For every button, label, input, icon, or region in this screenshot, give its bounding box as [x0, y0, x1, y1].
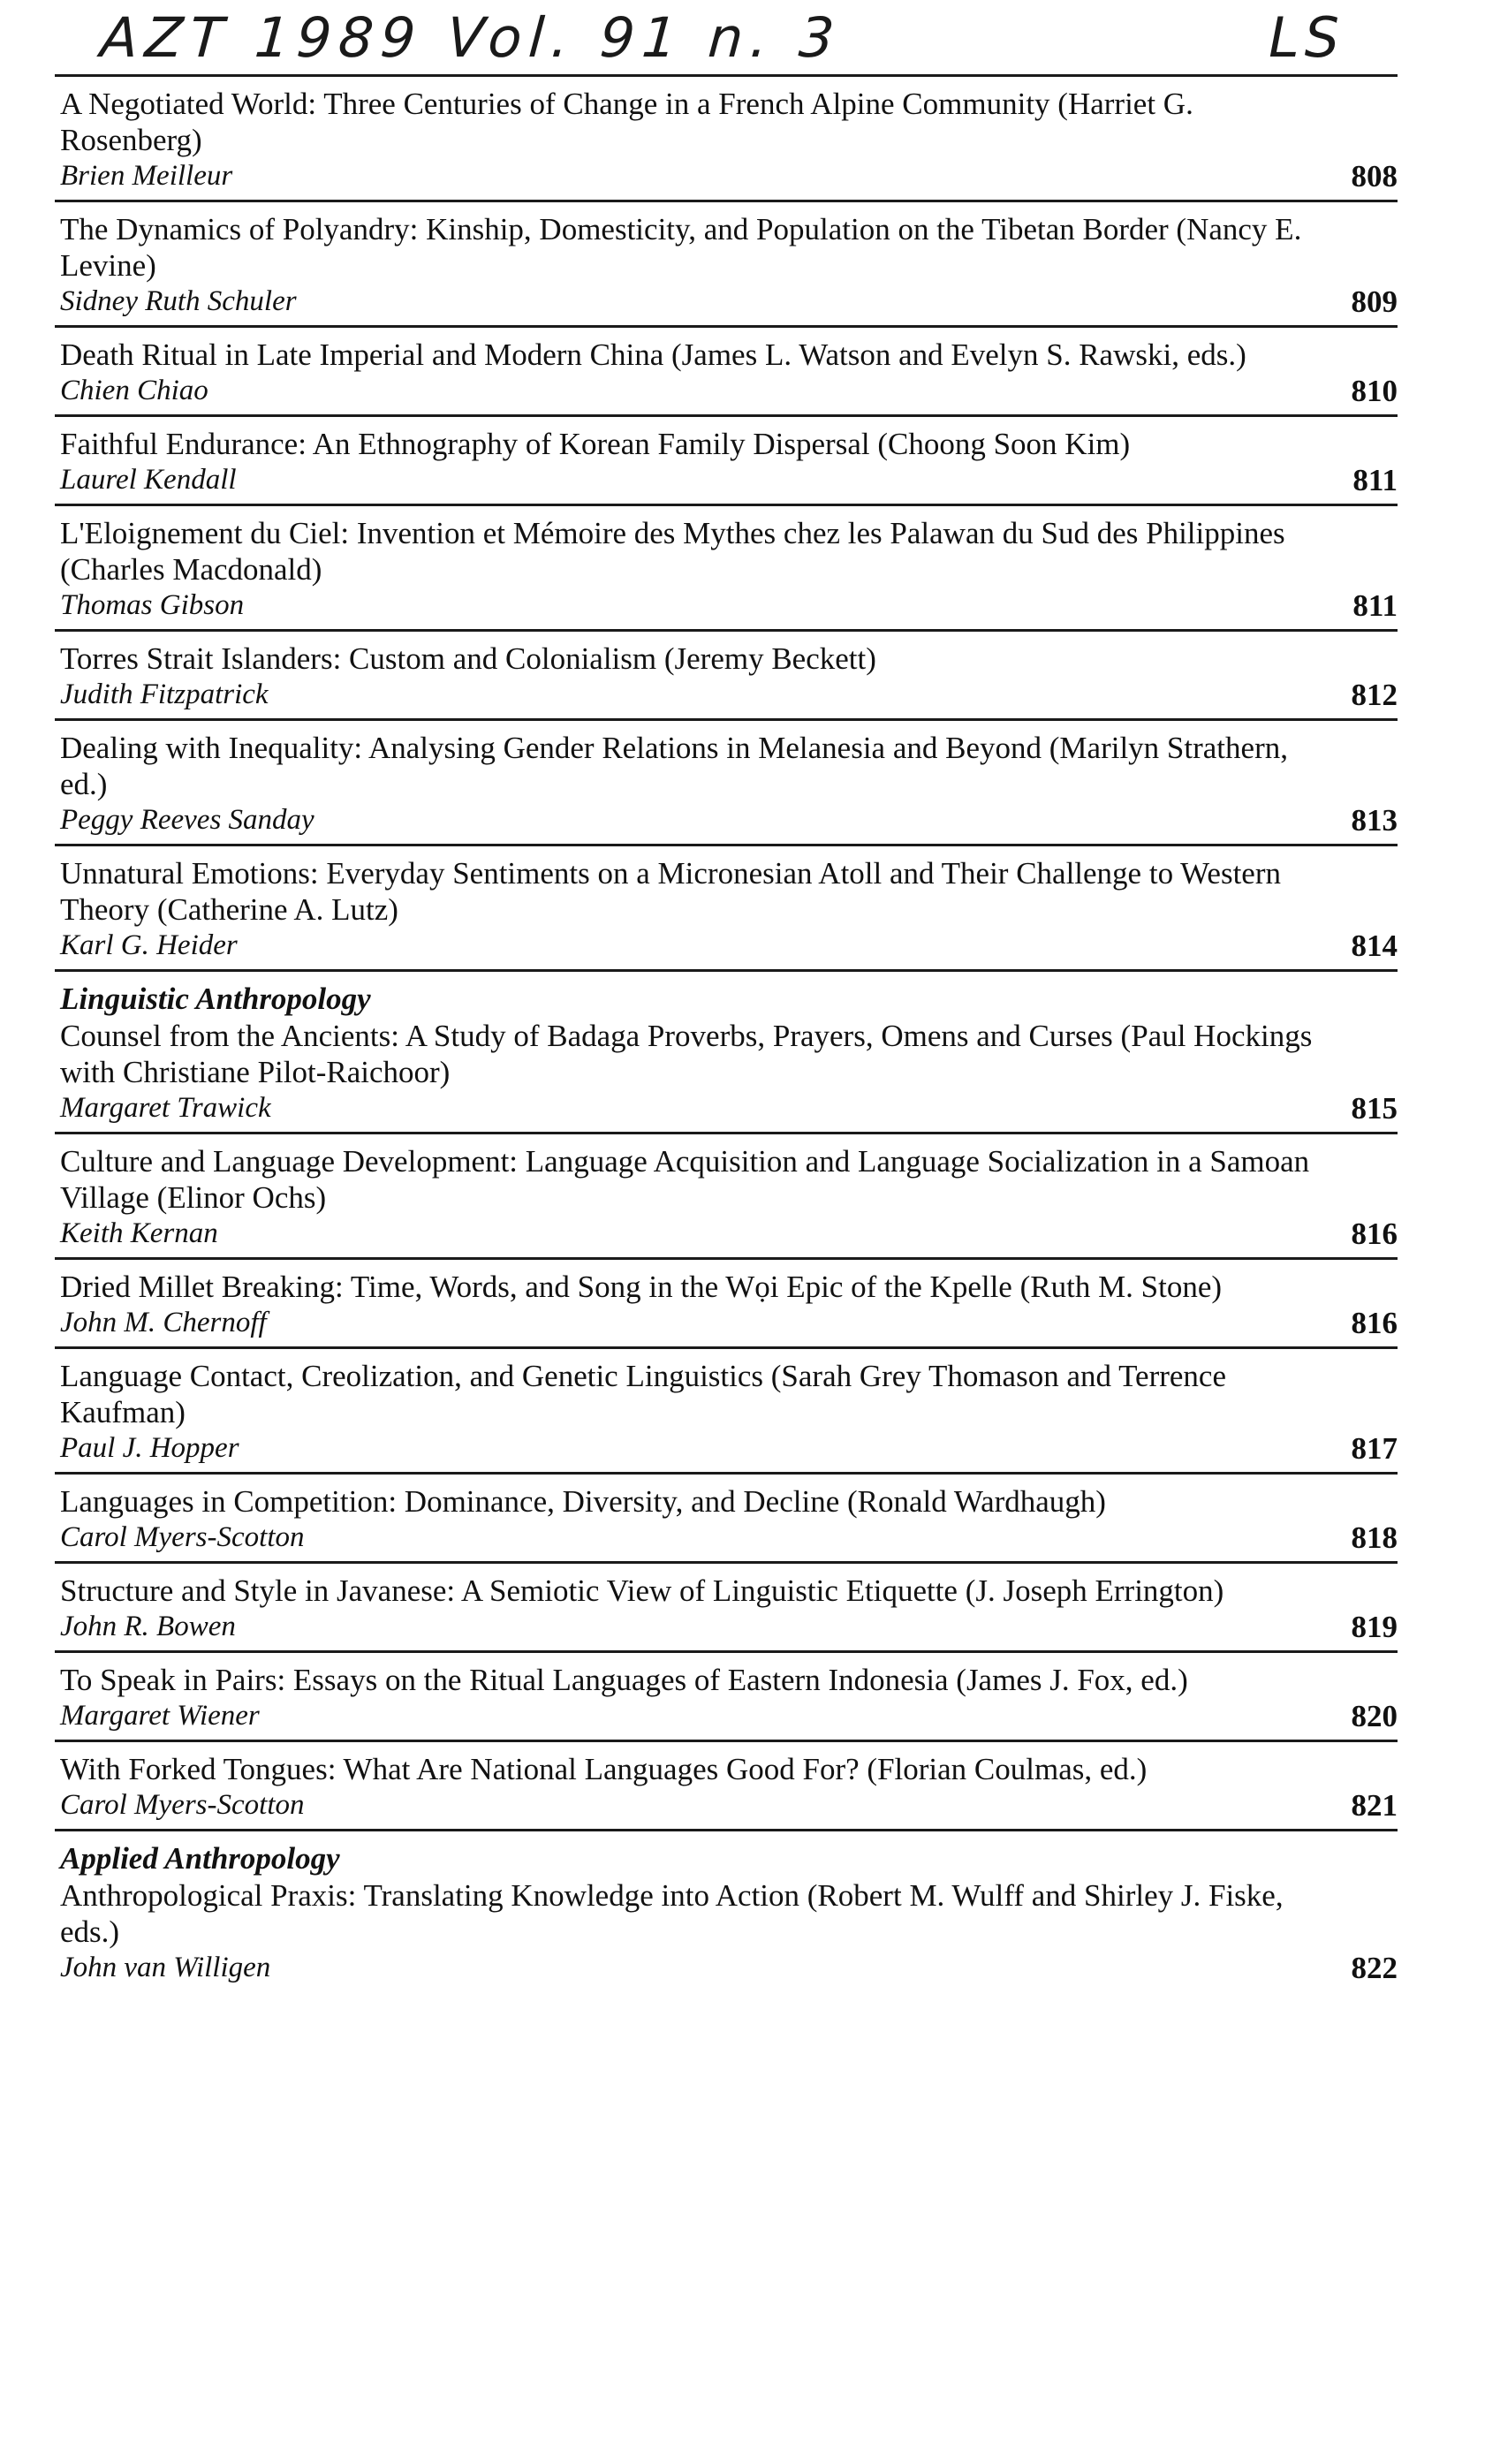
reviewer-name: Carol Myers-Scotton — [60, 1521, 305, 1553]
book-title: Death Ritual in Late Imperial and Modern China (James L. Watson and Evelyn S. Rawski, eds.) — [60, 337, 1246, 372]
review-entry — [55, 77, 1398, 202]
book-title: A Negotiated World: Three Centuries of Change in a French Alpine Community (Harriet G. Rosenberg) — [60, 87, 1193, 157]
review-entry — [55, 1134, 1398, 1260]
book-title: Faithful Endurance: An Ethnography of Korean Family Dispersal (Choong Soon Kim) — [60, 427, 1131, 461]
contents-page — [55, 0, 1398, 1991]
book-title: Torres Strait Islanders: Custom and Colonialism (Jeremy Beckett) — [60, 641, 876, 676]
book-title: Dried Millet Breaking: Time, Words, and Song in the Wọi Epic of the Kpelle (Ruth M. Stone) — [60, 1270, 1223, 1304]
review-entry — [55, 417, 1398, 506]
reviewer-name: Keith Kernan — [60, 1217, 218, 1249]
reviewer-name: John R. Bowen — [60, 1611, 236, 1642]
book-title: L'Eloignement du Ciel: Invention et Mémoire des Mythes chez les Palawan du Sud des Philippines (Charles Macdonald) — [60, 516, 1285, 587]
page-number: 822 — [1351, 1951, 1398, 1985]
reviewer-name: Thomas Gibson — [60, 589, 245, 621]
review-entry — [55, 1653, 1398, 1742]
review-entry — [55, 632, 1398, 721]
review-entry — [55, 1831, 1398, 1991]
page-number: 820 — [1351, 1699, 1398, 1733]
review-entry — [55, 972, 1398, 1134]
book-title: Culture and Language Development: Language Acquisition and Language Socialization in a Samoan Village (Elinor Ochs) — [60, 1144, 1310, 1215]
page-number: 821 — [1351, 1788, 1398, 1823]
page-number: 818 — [1351, 1520, 1398, 1555]
page-number: 817 — [1351, 1431, 1398, 1466]
review-entry — [55, 328, 1398, 417]
page-number: 810 — [1351, 374, 1398, 408]
review-entry — [55, 202, 1398, 328]
book-title: Unnatural Emotions: Everyday Sentiments on a Micronesian Atoll and Their Challenge to Western Theory (Catherine A. Lutz) — [60, 856, 1281, 927]
review-entry — [55, 721, 1398, 846]
reviewer-name: Judith Fitzpatrick — [60, 679, 269, 710]
review-entry — [55, 846, 1398, 972]
page-number: 819 — [1351, 1610, 1398, 1644]
page-number: 815 — [1351, 1091, 1398, 1126]
reviewer-name: Paul J. Hopper — [60, 1432, 239, 1464]
review-entry — [55, 1349, 1398, 1475]
book-title: To Speak in Pairs: Essays on the Ritual Languages of Eastern Indonesia (James J. Fox, ed.) — [60, 1663, 1188, 1697]
page-number: 813 — [1351, 803, 1398, 838]
reviewer-name: Brien Meilleur — [60, 160, 233, 192]
page-number: 811 — [1352, 588, 1398, 623]
book-title: Structure and Style in Javanese: A Semiotic View of Linguistic Etiquette (J. Joseph Errington) — [60, 1573, 1224, 1608]
reviewer-name: Sidney Ruth Schuler — [60, 285, 297, 317]
page-number: 808 — [1351, 159, 1398, 193]
reviewer-name: Carol Myers-Scotton — [60, 1789, 305, 1821]
book-title: Languages in Competition: Dominance, Diversity, and Decline (Ronald Wardhaugh) — [60, 1484, 1106, 1519]
reviewer-name: Margaret Trawick — [60, 1092, 271, 1124]
review-entry — [55, 1742, 1398, 1831]
reviewer-name: John van Willigen — [60, 1952, 271, 1983]
reviewer-name: John M. Chernoff — [60, 1307, 267, 1338]
section-heading: Applied Anthropology — [60, 1841, 340, 1876]
reviewer-name: Peggy Reeves Sanday — [60, 804, 314, 836]
review-entry — [55, 506, 1398, 632]
page-number: 811 — [1352, 463, 1398, 497]
reviewer-name: Chien Chiao — [60, 375, 208, 406]
section-heading: Linguistic Anthropology — [60, 982, 371, 1016]
book-title: The Dynamics of Polyandry: Kinship, Domesticity, and Population on the Tibetan Border (Nancy E. Levine) — [60, 212, 1302, 283]
page-number: 809 — [1351, 284, 1398, 319]
book-title: Dealing with Inequality: Analysing Gender Relations in Melanesia and Beyond (Marilyn Strathern, ed.) — [60, 731, 1288, 801]
page-number: 816 — [1351, 1217, 1398, 1251]
handwritten-citation: AZT 1989 Vol. 91 n. 3 — [98, 5, 844, 70]
reviewer-name: Margaret Wiener — [60, 1700, 260, 1732]
handwritten-mark: LS — [1269, 5, 1345, 70]
handwritten-annotation — [55, 0, 1398, 77]
reviewer-name: Karl G. Heider — [60, 929, 238, 961]
page-number: 814 — [1351, 929, 1398, 963]
book-title: Anthropological Praxis: Translating Knowledge into Action (Robert M. Wulff and Shirley J. Fiske, eds.) — [60, 1878, 1284, 1949]
review-list — [55, 77, 1398, 1991]
review-entry — [55, 1475, 1398, 1564]
reviewer-name: Laurel Kendall — [60, 464, 237, 496]
page-number: 816 — [1351, 1306, 1398, 1340]
book-title: Language Contact, Creolization, and Genetic Linguistics (Sarah Grey Thomason and Terrence Kaufman) — [60, 1359, 1226, 1429]
page-number: 812 — [1351, 678, 1398, 712]
review-entry — [55, 1260, 1398, 1349]
review-entry — [55, 1564, 1398, 1653]
book-title: Counsel from the Ancients: A Study of Badaga Proverbs, Prayers, Omens and Curses (Paul Hockings with Christiane Pilot-Raichoor) — [60, 1019, 1313, 1089]
book-title: With Forked Tongues: What Are National Languages Good For? (Florian Coulmas, ed.) — [60, 1752, 1148, 1786]
